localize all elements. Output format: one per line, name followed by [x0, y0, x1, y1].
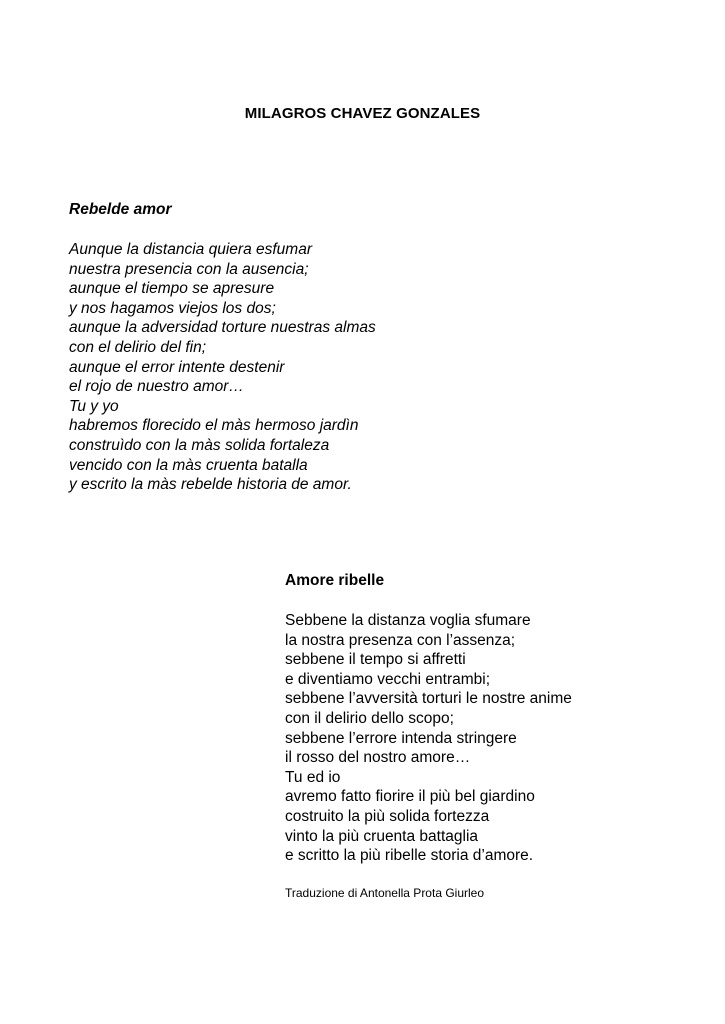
- poem-line: habremos florecido el màs hermoso jardìn: [69, 417, 359, 435]
- poem-spanish-title: Rebelde amor: [69, 201, 172, 218]
- author-name: MILAGROS CHAVEZ GONZALES: [244, 105, 481, 122]
- poem-line: construìdo con la màs solida fortaleza: [69, 436, 330, 454]
- poem-line: e diventiamo vecchi entrambi;: [285, 670, 491, 688]
- poem-line: il rosso del nostro amore…: [285, 749, 471, 767]
- poem-line: con il delirio dello scopo;: [285, 709, 454, 727]
- poem-line: aunque el tiempo se apresure: [69, 280, 275, 298]
- poem-line: vinto la più cruenta battaglia: [285, 827, 479, 845]
- poem-line: Tu y yo: [69, 397, 119, 415]
- poem-line: e scritto la più ribelle storia d’amore.: [285, 847, 534, 865]
- poem-italian: [285, 571, 705, 866]
- poem-line: Tu ed io: [285, 768, 341, 786]
- poem-line: aunque la adversidad torture nuestras almas: [69, 319, 376, 337]
- poem-line: aunque el error intente destenir: [69, 358, 285, 376]
- poem-line: el rojo de nuestro amor…: [69, 378, 244, 396]
- poem-italian-body: [285, 611, 705, 866]
- poem-line: nuestra presencia con la ausencia;: [69, 260, 309, 278]
- poem-line: Sebbene la distanza voglia sfumare: [285, 612, 531, 629]
- poem-line: la nostra presenza con l’assenza;: [285, 631, 516, 649]
- poem-line: Aunque la distancia quiera esfumar: [69, 241, 312, 258]
- poem-spanish: [69, 200, 629, 495]
- poem-line: vencido con la màs cruenta batalla: [69, 456, 308, 474]
- poem-line: costruito la più solida fortezza: [285, 807, 490, 825]
- poem-line: sebbene il tempo si affretti: [285, 651, 466, 669]
- poem-line: y escrito la màs rebelde historia de amor.: [69, 476, 352, 494]
- poem-spanish-body: [69, 240, 629, 495]
- poem-line: y nos hagamos viejos los dos;: [69, 299, 276, 317]
- poem-line: sebbene l’errore intenda stringere: [285, 729, 517, 747]
- poem-line: sebbene l’avversità torturi le nostre anime: [285, 690, 572, 708]
- stanza-gap: [69, 220, 629, 240]
- poem-italian-title: Amore ribelle: [285, 572, 385, 589]
- poem-line: avremo fatto fiorire il più bel giardino: [285, 788, 535, 806]
- translation-credit: Traduzione di Antonella Prota Giurleo: [285, 886, 485, 900]
- poem-line: con el delirio del fin;: [69, 338, 206, 356]
- stanza-gap: [285, 591, 705, 611]
